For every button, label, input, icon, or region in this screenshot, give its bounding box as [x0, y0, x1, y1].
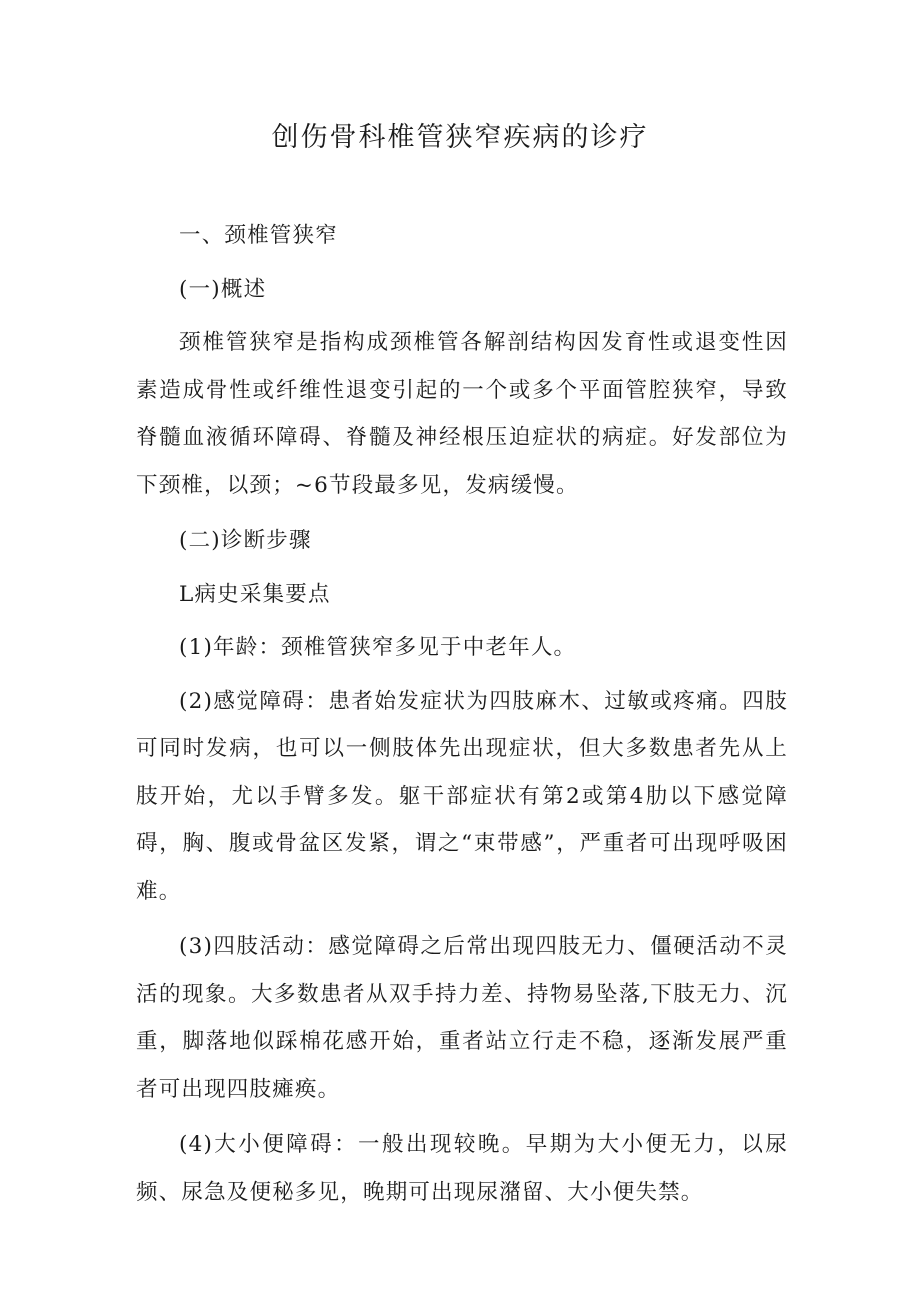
document-body	[136, 212, 788, 1216]
list-item-age: (1)年龄：颈椎管狭窄多见于中老年人。	[179, 635, 577, 660]
subsection-heading-overview: (一)概述	[179, 276, 267, 302]
document-title: 创伤骨科椎管狭窄疾病的诊疗	[271, 122, 649, 153]
subsection-heading-diagnosis-steps: (二)诊断步骤	[179, 528, 312, 553]
paragraph-overview: 颈椎管狭窄是指构成颈椎管各解剖结构因发育性或退变性因素造成骨性或纤维性退变引起的一个或多个平面管腔狭窄，导致脊髓血液循环障碍、脊髓及神经根压迫症状的病症。好发部位为下颈椎，以颈；~6节段最多见，发病缓慢。	[136, 330, 788, 498]
list-item-limb-activity: (3)四肢活动：感觉障碍之后常出现四肢无力、僵硬活动不灵活的现象。大多数患者从双手持力差、持物易坠落,下肢无力、沉重，脚落地似踩棉花感开始，重者站立行走不稳，逐渐发展严重者可出现四肢瘫痪。	[136, 934, 788, 1102]
list-item-sensory-disorder: (2)感觉障碍：患者始发症状为四肢麻木、过敏或疼痛。四肢可同时发病，也可以一侧肢体先出现症状，但大多数患者先从上肢开始，尤以手臂多发。躯干部症状有第2或第4肋以下感觉障碍，胸、腹或骨盆区发紧，谓之“束带感”，严重者可出现呼吸困难。	[136, 688, 788, 904]
section-heading-cervical-stenosis: 一、颈椎管狭窄	[179, 223, 338, 248]
list-heading-history-points: L病史采集要点	[179, 581, 331, 607]
list-item-bowel-bladder: (4)大小便障碍：一般出现较晚。早期为大小便无力，以尿频、尿急及便秘多见，晚期可出现尿潴留、大小便失禁。	[136, 1132, 788, 1205]
